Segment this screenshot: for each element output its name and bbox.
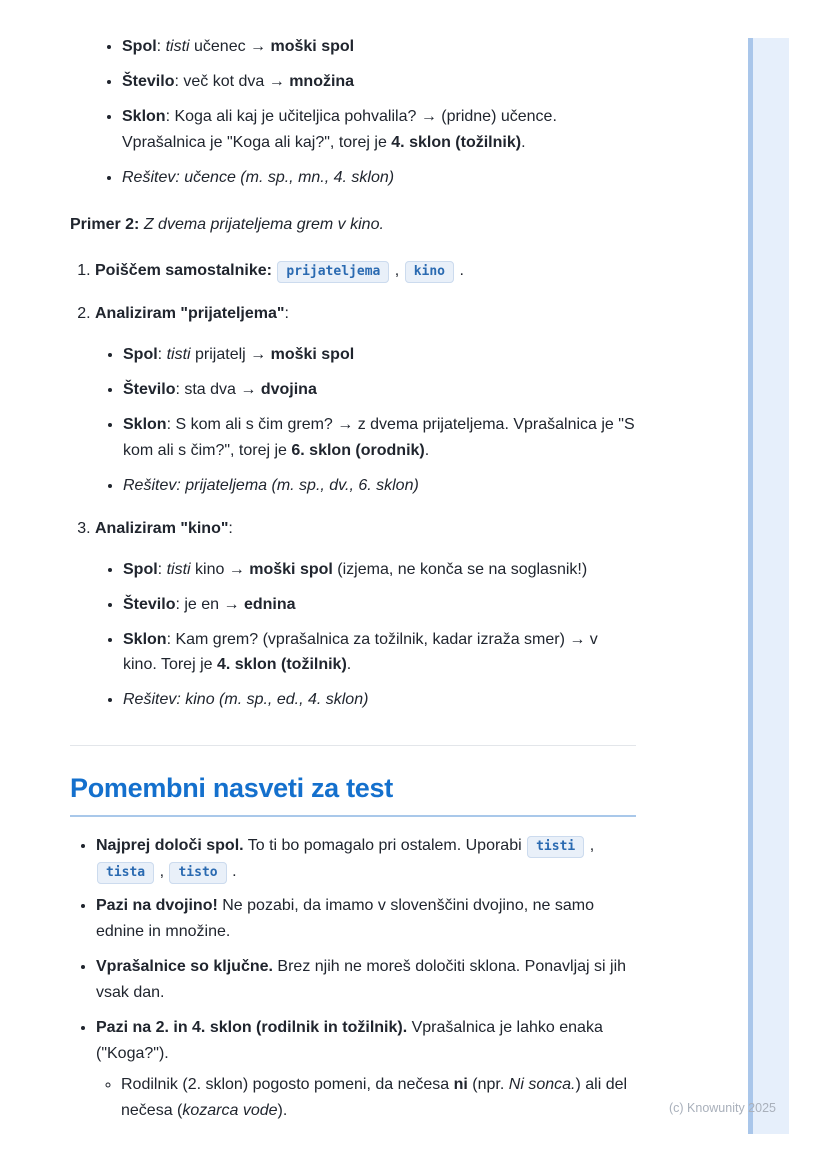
text-run: Brez njih ne moreš določiti sklona. Ponavljaj si jih vsak dan.	[96, 958, 627, 1002]
text-run: : S kom ali s čim grem? → z dvema prijateljema. Vprašalnica je "S kom ali s čim?", torej je	[123, 416, 635, 459]
text-run: Rešitev: kino (m. sp., ed., 4. sklon)	[123, 691, 369, 709]
text-run: : Koga ali kaj je učiteljica pohvalila? → (pridne) učence. Vprašalnica je "Koga ali kaj?", torej je	[122, 107, 557, 151]
text-run: Sklon	[122, 107, 166, 125]
bullet-list	[70, 34, 636, 191]
text-run: moški spol	[270, 346, 355, 364]
text-run: :	[157, 346, 167, 364]
text-run: Število	[123, 381, 176, 399]
inline-code-badge: tisto	[169, 862, 226, 884]
text-run: : več kot dva →	[174, 72, 290, 90]
scrollbar-track[interactable]	[753, 38, 789, 1134]
text-run: Pazi na dvojino!	[96, 897, 218, 915]
text-run: Rešitev: učence (m. sp., mn., 4. sklon)	[122, 168, 395, 186]
text-run: Število	[122, 72, 175, 90]
text-run: Sklon	[123, 630, 167, 648]
text-run: ni	[453, 1075, 468, 1093]
text-run: Analiziram "prijateljema"	[95, 305, 285, 323]
text-run: dvojina	[260, 381, 317, 399]
bullet-list	[95, 557, 636, 714]
document-content	[70, 24, 636, 1140]
text-run: 6. sklon (orodnik)	[291, 441, 425, 459]
text-run: Pomembni nasveti za test	[70, 773, 393, 804]
text-run: Primer 2:	[70, 215, 140, 233]
text-run: Analiziram "kino"	[95, 519, 229, 537]
inline-code-badge: tisti	[527, 836, 584, 858]
text-run: ,	[155, 862, 169, 880]
text-run: Število	[123, 595, 176, 613]
text-run: (npr.	[467, 1075, 509, 1093]
text-run: Vprašalnica je lahko enaka ("Koga?").	[96, 1019, 603, 1062]
text-run: tisti	[166, 560, 191, 578]
text-run: moški spol	[270, 38, 355, 55]
text-run: Najprej določi spol.	[96, 836, 244, 854]
list-item	[96, 954, 636, 1006]
text-run: ).	[277, 1101, 288, 1119]
list-item	[122, 34, 636, 60]
text-run: Spol	[123, 346, 158, 364]
text-run: 4. sklon (tožilnik)	[216, 656, 347, 674]
text-run: Poiščem samostalnike:	[95, 262, 272, 280]
list-item	[96, 893, 636, 945]
bullet-list	[96, 1072, 636, 1124]
list-item	[122, 165, 636, 191]
scrollbar-thumb[interactable]	[748, 38, 753, 1134]
list-item	[95, 258, 636, 284]
list-item	[123, 473, 636, 499]
list-item	[123, 687, 636, 713]
watermark: (c) Knowunity 2025	[668, 1101, 776, 1115]
text-run	[272, 262, 276, 279]
text-run: .	[455, 262, 464, 280]
text-run: .	[346, 656, 352, 674]
list-item	[123, 377, 636, 403]
inline-code-badge: prijateljema	[277, 261, 389, 283]
text-run: To ti bo pomagalo pri ostalem. Uporabi	[243, 836, 527, 854]
list-item	[123, 592, 636, 618]
text-run: množina	[289, 72, 355, 90]
list-item	[123, 412, 636, 464]
text-run: prijatelj →	[190, 346, 271, 364]
list-item	[121, 1072, 636, 1124]
list-item	[123, 342, 636, 368]
list-item	[122, 69, 636, 95]
text-run: Spol	[123, 560, 158, 578]
text-run: Ni sonca.	[508, 1075, 576, 1093]
text-run: moški spol	[249, 560, 333, 578]
text-run: :	[228, 519, 233, 537]
text-run: : sta dva →	[175, 381, 261, 399]
text-run: .	[521, 133, 526, 151]
text-run: :	[157, 560, 167, 578]
text-run: Sklon	[123, 416, 167, 434]
text-run: Rešitev: prijateljema (m. sp., dv., 6. sklon)	[123, 476, 419, 494]
text-run: Spol	[122, 38, 157, 55]
bullet-list	[70, 833, 636, 1124]
text-run: Z dvema prijateljema grem v kino.	[143, 215, 384, 233]
list-item	[122, 104, 636, 156]
text-run: Vprašalnice so ključne.	[96, 958, 273, 976]
list-item	[123, 627, 636, 679]
inline-code-badge: tista	[97, 862, 154, 884]
text-run: učenec →	[189, 38, 271, 55]
text-run: 4. sklon (tožilnik)	[391, 133, 522, 151]
text-run: ednina	[243, 595, 296, 613]
inline-code-badge: kino	[405, 261, 454, 283]
section-heading	[70, 772, 636, 816]
paragraph	[70, 212, 636, 238]
ordered-list	[70, 258, 636, 713]
text-run: :	[284, 305, 289, 323]
text-run: (izjema, ne konča se na soglasnik!)	[332, 560, 588, 578]
text-run: Rodilnik (2. sklon) pogosto pomeni, da nečesa	[121, 1075, 454, 1093]
text-run: tisti	[165, 38, 190, 55]
text-run: ,	[390, 262, 404, 280]
text-run: Ne pozabi, da imamo v slovenščini dvojino, ne samo ednine in množine.	[96, 897, 594, 941]
text-run: :	[156, 38, 166, 55]
divider	[70, 745, 636, 746]
list-item	[96, 833, 636, 885]
list-item	[123, 557, 636, 583]
text-run: kino →	[190, 560, 250, 578]
text-run: : je en →	[175, 595, 244, 613]
text-run: tisti	[166, 346, 191, 364]
text-run: Pazi na 2. in 4. sklon (rodilnik in tožilnik).	[96, 1019, 408, 1037]
list-item	[96, 1015, 636, 1124]
text-run: .	[227, 862, 237, 880]
text-run: : Kam grem? (vprašalnica za tožilnik, kadar izraža smer) → v kino. Torej je	[123, 630, 598, 674]
text-run: ) ali del nečesa (	[121, 1075, 628, 1119]
text-run: .	[424, 441, 430, 459]
text-run: kozarca vode	[182, 1101, 278, 1119]
list-item	[95, 301, 636, 498]
text-run: ,	[585, 836, 595, 854]
list-item	[95, 516, 636, 713]
bullet-list	[95, 342, 636, 499]
